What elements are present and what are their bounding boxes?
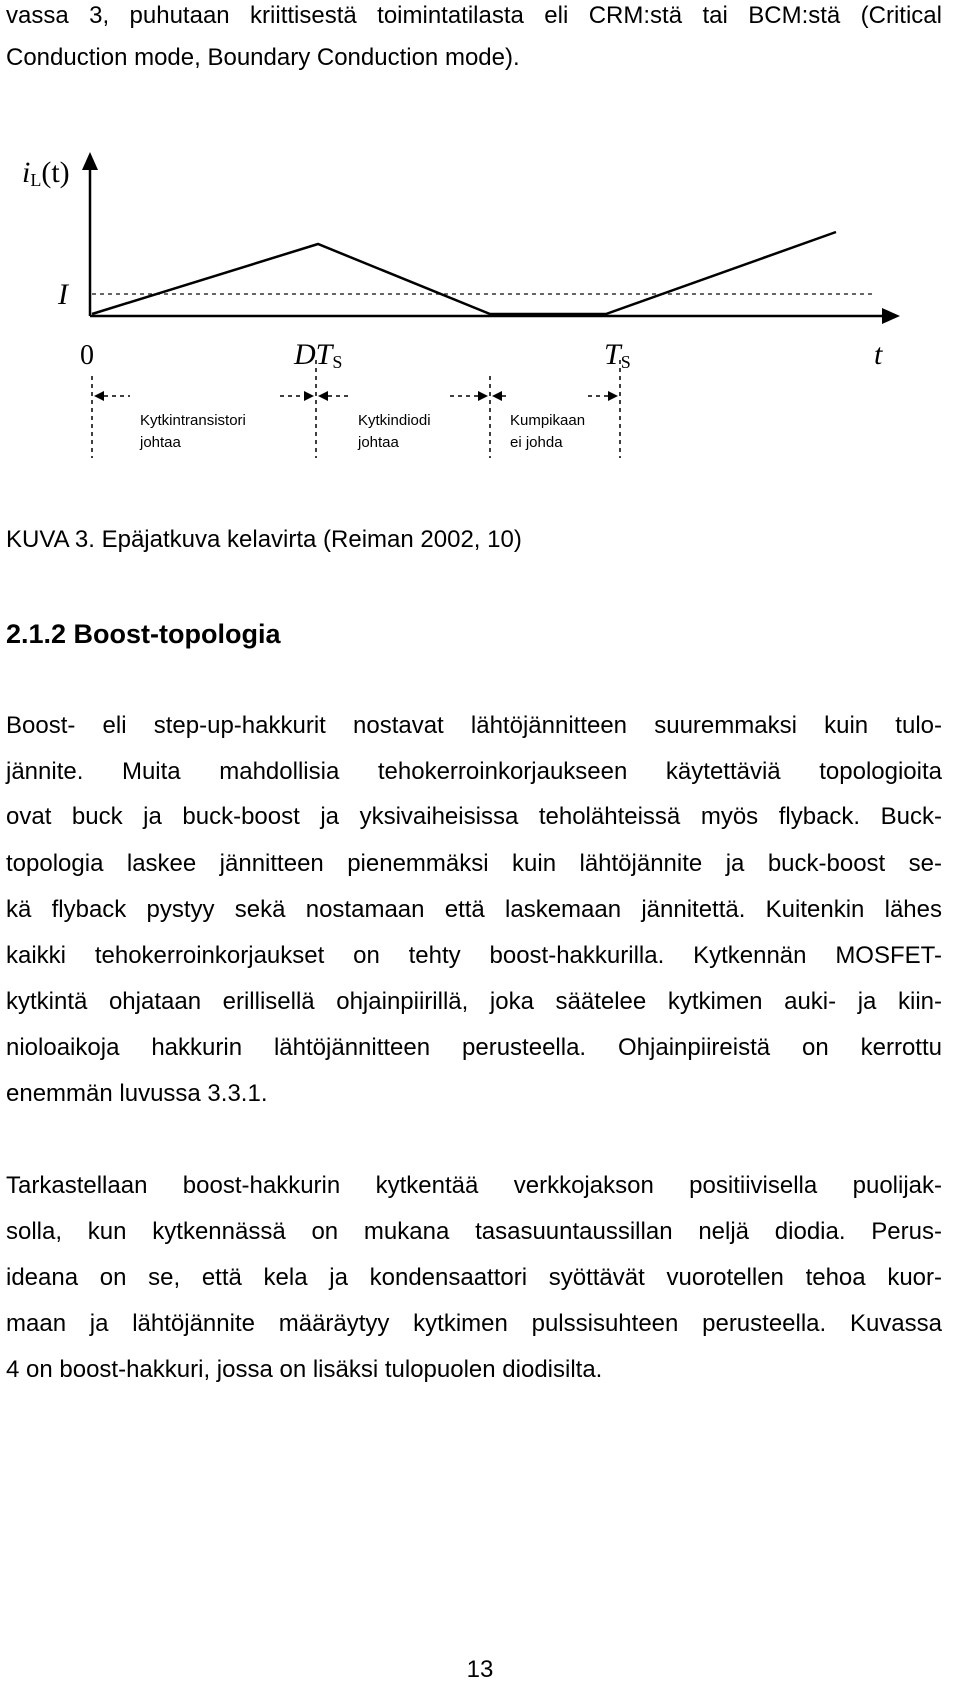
para1-line-4: topologia laskee jännitteen pienemmäksi kuin lähtöjännite ja buck-boost se-: [6, 850, 942, 877]
t-label: t: [874, 338, 883, 371]
inductor-current-figure: [0, 148, 960, 478]
level-label: I: [58, 278, 68, 311]
para2-line-1: Tarkastellaan boost-hakkurin kytkentää verkkojakson positiivisella puolijak-: [6, 1172, 942, 1199]
para2-line-3: ideana on se, että kela ja kondensaattori syöttävät vuorotellen tehoa kuor-: [6, 1264, 942, 1291]
para1-line-6: [6, 942, 942, 970]
interval3-line2: ei johda: [510, 434, 563, 451]
interval3-line1: Kumpikaan: [510, 412, 586, 429]
interval2-line2: johtaa: [358, 434, 399, 451]
intro-line-2: Conduction mode, Boundary Conduction mode).: [6, 44, 520, 71]
interval2-line1: Kytkindiodi: [358, 412, 431, 429]
dt-label: DTS: [294, 338, 343, 372]
para2-line-5: 4 on boost-hakkuri, jossa on lisäksi tulopuolen diodisilta.: [6, 1356, 603, 1383]
para1-line-7: kytkintä ohjataan erillisellä ohjainpiirillä, joka säätelee kytkimen auki- ja kiin-: [6, 988, 942, 1015]
interval1-line1: Kytkintransistori: [140, 412, 246, 429]
para1-line-3a: ovat buck ja buck-boost ja yksivaiheisissa teholähteissä myös flyback.: [6, 803, 861, 830]
section-heading: 2.1.2 Boost-topologia: [6, 619, 281, 649]
y-axis-label: iL(t): [22, 156, 70, 190]
para1-line-8: nioloaikoja hakkurin lähtöjännitteen perusteella. Ohjainpiireistä on kerrottu: [6, 1034, 942, 1061]
figure-caption: KUVA 3. Epäjatkuva kelavirta (Reiman 2002, 10): [6, 526, 522, 553]
page-number: 13: [466, 1656, 494, 1683]
para1-line-5a: kä flyback pystyy sekä nostamaan että laskemaan jännitettä.: [6, 896, 746, 923]
interval-arrowheads: [94, 391, 618, 401]
origin-label: 0: [80, 340, 94, 371]
para1-line-2: jännite. Muita mahdollisia tehokerroinkorjaukseen käytettäviä topologioita: [6, 758, 942, 785]
para1-line-3b: Buck-: [880, 803, 943, 830]
y-axis-arrow: [82, 152, 98, 170]
intro-line-1: vassa 3, puhutaan kriittisestä toimintatilasta eli CRM:stä tai BCM:stä (Critical: [6, 2, 942, 29]
current-waveform: [92, 232, 836, 314]
t-axis-arrow: [882, 308, 900, 324]
interval1-line2: johtaa: [140, 434, 181, 451]
para1-line-6a: kaikki tehokerroinkorjaukset on tehty boost-hakkurilla.: [6, 942, 665, 969]
para1-line-3: [6, 803, 942, 831]
para1-line-1: Boost- eli step-up-hakkurit nostavat lähtöjännitteen suuremmaksi kuin tulo-: [6, 712, 942, 739]
para1-line-9: enemmän luvussa 3.3.1.: [6, 1080, 268, 1107]
para1-line-5b: Kuitenkin lähes: [765, 896, 942, 923]
para2-line-4: maan ja lähtöjännite määräytyy kytkimen pulssisuhteen perusteella. Kuvassa: [6, 1310, 942, 1337]
para1-line-6b: Kytkennän MOSFET-: [693, 942, 942, 969]
para1-line-5: [6, 896, 942, 924]
para2-line-2: solla, kun kytkennässä on mukana tasasuuntaussillan neljä diodia. Perus-: [6, 1218, 942, 1245]
ts-label: TS: [604, 338, 631, 372]
